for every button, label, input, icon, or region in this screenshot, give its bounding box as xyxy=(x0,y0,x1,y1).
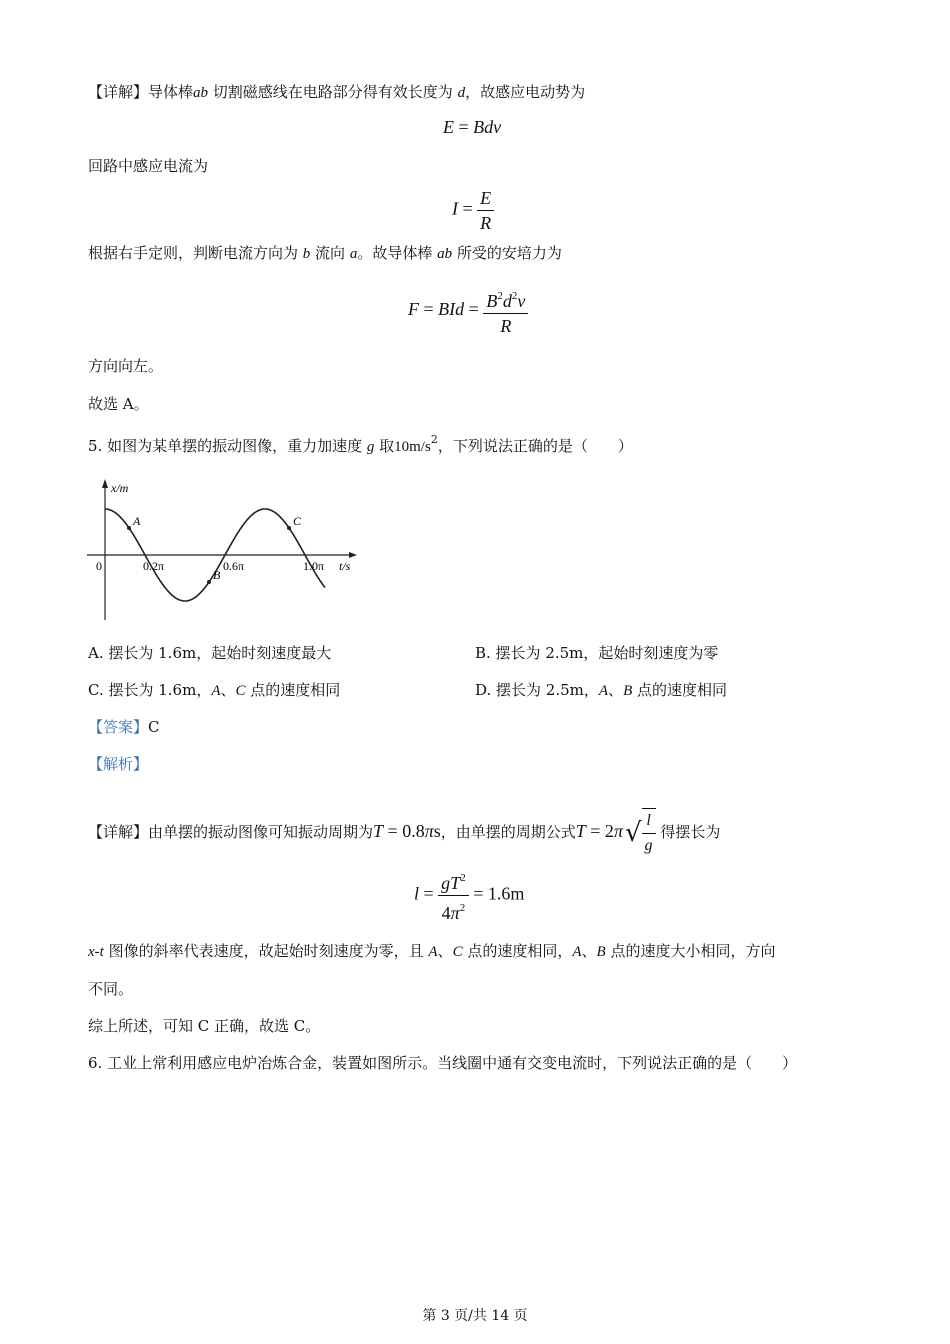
fraction: $\frac{gT^2}{4\pi^2}$ xyxy=(438,866,469,925)
detail-tag: 【详解】 xyxy=(88,83,149,101)
option-d[interactable]: D. 摆长为 2.5m，A、B 点的速度相同 xyxy=(475,681,728,699)
question-5-stem: 5. 如图为某单摆的振动图像，重力加速度 g 取$10m/s^2$，下列说法正确的是（ ） xyxy=(88,433,633,455)
analysis-tag: 【解析】 xyxy=(88,755,149,773)
y-axis-arrow xyxy=(102,479,108,488)
point-b xyxy=(207,580,211,584)
text-summary: 综上所述，可知 C 正确，故选 C。 xyxy=(88,1017,321,1035)
equation-force: F = BId = $\frac{B^2d^2v}{R}$ xyxy=(408,284,528,338)
equation-current: I = $\frac{E}{R}$ xyxy=(452,186,494,235)
point-c xyxy=(287,526,291,530)
x-ticks xyxy=(143,559,324,573)
point-a xyxy=(127,526,131,530)
detail-paragraph-1: 【详解】导体棒ab 切割磁感线在电路部分得有效长度为 d，故感应电动势为 xyxy=(88,83,586,101)
x-axis-arrow xyxy=(349,552,357,558)
fraction: $\frac{B^2d^2v}{R}$ xyxy=(483,284,528,338)
answer-tag: 【答案】 xyxy=(88,718,149,736)
page-footer: 第 3 页/共 14 页 xyxy=(422,1308,528,1324)
origin-label: 0 xyxy=(96,559,102,573)
point-label-c: C xyxy=(293,513,302,528)
text-choose-a: 故选 A。 xyxy=(88,395,149,413)
detail-paragraph-q5: 【详解】由单摆的振动图像可知振动周期为T = 0.8πs，由单摆的周期公式T = 2π√ $\frac{l}{g}$ 得摆长为 xyxy=(88,808,720,858)
detail-paragraph-slope: x-t 图像的斜率代表速度，故起始时刻速度为零，且 A、C 点的速度相同，A、B 点的速度大小相同，方向 xyxy=(88,942,776,960)
x-tick-label: 0.2π xyxy=(143,559,165,573)
x-tick-label: 1.0π xyxy=(303,559,325,573)
equation-emf: E = Bdv xyxy=(443,117,502,137)
answer-value: C xyxy=(148,718,160,736)
answer-line xyxy=(88,717,160,737)
point-label-b: B xyxy=(213,568,221,583)
oscillation-chart xyxy=(85,475,365,625)
option-a[interactable]: A. 摆长为 1.6m，起始时刻速度最大 xyxy=(88,644,332,662)
curve-points xyxy=(127,514,302,584)
question-6-stem: 6. 工业上常利用感应电炉冶炼合金，装置如图所示。当线圈中通有交变电流时，下列说法正确的是（ ） xyxy=(88,1054,798,1072)
x-axis-label: t/s xyxy=(339,559,351,573)
fraction: $\frac{E}{R}$ xyxy=(477,186,494,235)
sqrt-expression: √ $\frac{l}{g}$ xyxy=(625,808,656,858)
y-axis-label: x/m xyxy=(111,481,129,495)
equation-length: l = $\frac{gT^2}{4\pi^2}$ = 1.6m xyxy=(414,866,524,925)
point-label-a: A xyxy=(133,513,141,528)
text-direction: 方向向左。 xyxy=(88,357,164,375)
text-different: 不同。 xyxy=(88,980,134,998)
text-current-intro: 回路中感应电流为 xyxy=(88,157,209,175)
option-c[interactable]: C. 摆长为 1.6m，A、C 点的速度相同 xyxy=(88,681,341,699)
detail-paragraph-3: 根据右手定则，判断电流方向为 b 流向 a。故导体棒 ab 所受的安培力为 xyxy=(88,244,562,262)
x-tick-label: 0.6π xyxy=(223,559,245,573)
option-b[interactable]: B. 摆长为 2.5m，起始时刻速度为零 xyxy=(475,644,719,662)
